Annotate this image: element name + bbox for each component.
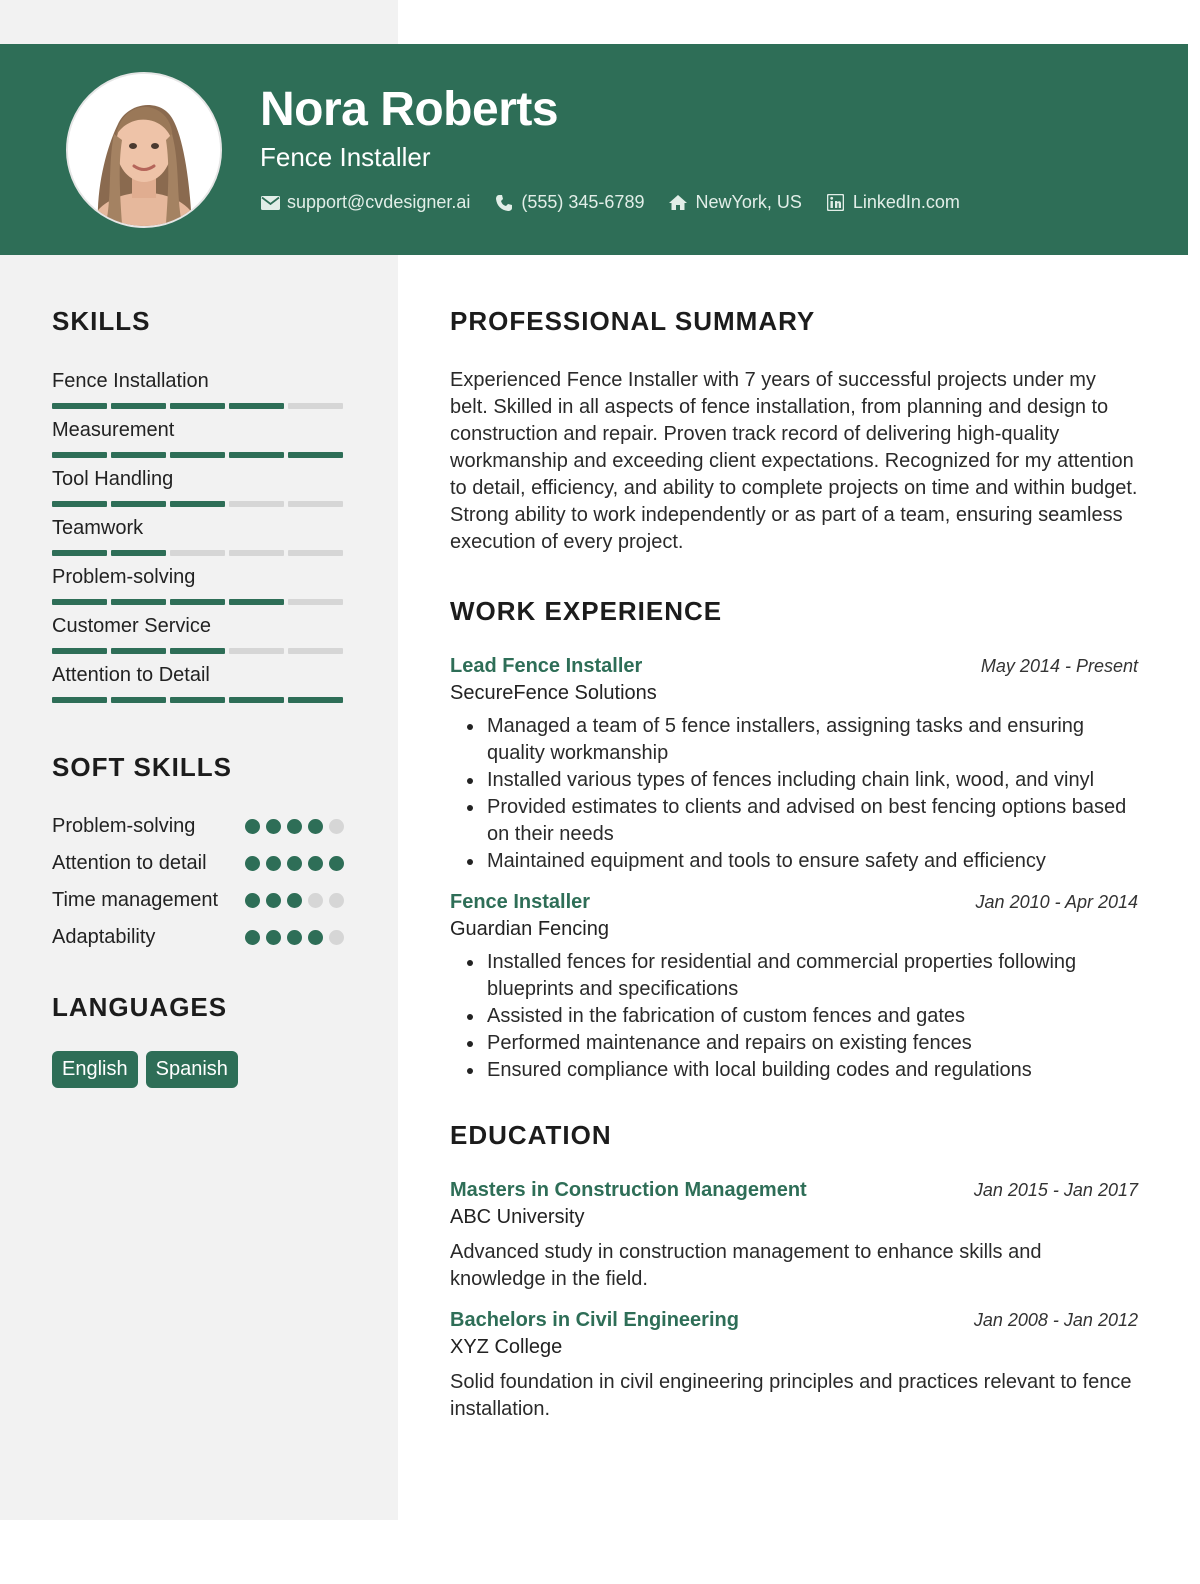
skill-item (52, 663, 344, 712)
skill-level-segment (229, 550, 284, 556)
skill-level-segment (111, 452, 166, 458)
rating-dot (308, 856, 323, 871)
job-entry (450, 655, 1138, 875)
soft-skills-list (52, 813, 344, 950)
skill-label: Teamwork (52, 517, 144, 539)
skill-level-segment (111, 501, 166, 507)
job-title: Lead Fence Installer (450, 655, 643, 677)
rating-dot (287, 819, 302, 834)
rating-dot (329, 930, 344, 945)
skill-level-segment (52, 697, 107, 703)
rating-dot (245, 893, 260, 908)
skills-list (52, 369, 344, 712)
skill-level-segment (52, 403, 107, 409)
education-degree: Bachelors in Civil Engineering (450, 1309, 739, 1331)
skill-level-segment (288, 648, 343, 654)
skill-level-segment (288, 501, 343, 507)
job-bullet: Assisted in the fabrication of custom fences and gates (487, 1003, 1138, 1030)
contact-list (260, 192, 984, 213)
education-dates: Jan 2015 - Jan 2017 (973, 1180, 1138, 1200)
skill-item (52, 516, 344, 565)
skill-item (52, 614, 344, 663)
education-description: Advanced study in construction management to enhance skills and knowledge in the field. (450, 1241, 1042, 1290)
education-school: XYZ College (450, 1336, 563, 1358)
rating-dot (266, 856, 281, 871)
soft-skill-rating (239, 930, 344, 945)
skill-level-bar (52, 648, 344, 654)
soft-skill-item (52, 850, 344, 876)
contact-phone[interactable] (494, 192, 644, 213)
skill-level-segment (229, 403, 284, 409)
skill-item (52, 467, 344, 516)
contact-email-text: support@cvdesigner.ai (287, 192, 471, 212)
rating-dot (287, 893, 302, 908)
languages-title: LANGUAGES (52, 992, 228, 1022)
skill-level-segment (52, 599, 107, 605)
education-school: ABC University (450, 1206, 585, 1228)
job-bullet: Maintained equipment and tools to ensure safety and efficiency (487, 848, 1138, 875)
skills-title: SKILLS (52, 306, 151, 336)
job-bullet: Provided estimates to clients and advised on best fencing options based on their needs (487, 794, 1138, 848)
rating-dot (329, 893, 344, 908)
skill-item (52, 565, 344, 614)
rating-dot (245, 930, 260, 945)
avatar (66, 72, 222, 228)
rating-dot (329, 819, 344, 834)
contact-phone-text: (555) 345-6789 (521, 192, 645, 212)
phone-icon (494, 194, 514, 212)
skill-level-segment (170, 403, 225, 409)
contact-email[interactable] (260, 192, 470, 213)
skill-level-bar (52, 501, 344, 507)
skill-level-segment (170, 452, 225, 458)
rating-dot (287, 930, 302, 945)
rating-dot (245, 856, 260, 871)
job-bullet: Installed fences for residential and commercial properties following blueprints and specifications (487, 949, 1138, 1003)
rating-dot (245, 819, 260, 834)
rating-dot (266, 893, 281, 908)
soft-skill-label: Time management (52, 889, 218, 911)
summary-text: Experienced Fence Installer with 7 years of successful projects under my belt. Skilled in all aspects of fence installation, from planning and design to construction and repair. Proven track record of delivering high-quality workmanship and exceeding client expectations. Recognized for my attention to detail, efficiency, and ability to complete projects on time and within budget. Strong ability to work independently or as part of a team, ensuring seamless execution of every project. (450, 369, 1138, 553)
sidebar (52, 306, 344, 1088)
skill-level-segment (288, 599, 343, 605)
rating-dot (266, 819, 281, 834)
rating-dot (308, 819, 323, 834)
contact-location (668, 192, 801, 213)
skill-level-segment (288, 403, 343, 409)
skill-level-segment (111, 648, 166, 654)
skill-item (52, 369, 344, 418)
home-icon (668, 194, 688, 212)
skill-level-segment (52, 452, 107, 458)
skill-level-segment (288, 452, 343, 458)
skill-level-segment (111, 599, 166, 605)
job-title: Fence Installer (450, 891, 591, 913)
job-dates: Jan 2010 - Apr 2014 (975, 892, 1138, 912)
soft-skill-label: Problem-solving (52, 815, 196, 837)
skill-level-segment (170, 648, 225, 654)
skill-label: Measurement (52, 419, 175, 441)
skill-level-segment (229, 648, 284, 654)
education-list (450, 1179, 1138, 1423)
skill-level-segment (170, 550, 225, 556)
skill-level-segment (288, 697, 343, 703)
skill-level-segment (170, 697, 225, 703)
rating-dot (266, 930, 281, 945)
skill-level-segment (170, 599, 225, 605)
candidate-name: Nora Roberts (260, 83, 559, 136)
education-dates: Jan 2008 - Jan 2012 (973, 1310, 1138, 1330)
skill-level-segment (229, 599, 284, 605)
soft-skill-item (52, 813, 344, 839)
rating-dot (308, 930, 323, 945)
rating-dot (329, 856, 344, 871)
main-content (450, 306, 1138, 1423)
job-dates: May 2014 - Present (980, 656, 1138, 676)
soft-skill-item (52, 924, 344, 950)
summary-title: PROFESSIONAL SUMMARY (450, 306, 816, 336)
skill-level-segment (288, 550, 343, 556)
skill-level-segment (170, 501, 225, 507)
skill-level-bar (52, 550, 344, 556)
skill-level-segment (52, 501, 107, 507)
rating-dot (308, 893, 323, 908)
soft-skills-title: SOFT SKILLS (52, 752, 232, 782)
job-bullet: Ensured compliance with local building codes and regulations (487, 1057, 1138, 1084)
resume-header (0, 44, 1188, 255)
skill-label: Fence Installation (52, 370, 209, 392)
skill-level-bar (52, 697, 344, 703)
rating-dot (287, 856, 302, 871)
soft-skill-label: Adaptability (52, 926, 156, 948)
skill-level-segment (111, 403, 166, 409)
job-header (450, 891, 1138, 914)
skill-label: Tool Handling (52, 468, 174, 490)
contact-linkedin-text: LinkedIn.com (852, 192, 960, 212)
soft-skill-label: Attention to detail (52, 852, 207, 874)
contact-linkedin[interactable] (826, 192, 960, 213)
language-badge: Spanish (146, 1051, 238, 1088)
skill-level-segment (229, 697, 284, 703)
skill-label: Attention to Detail (52, 664, 210, 686)
job-company: Guardian Fencing (450, 918, 609, 940)
education-title: EDUCATION (450, 1120, 612, 1150)
linkedin-icon (826, 194, 846, 212)
job-bullet: Managed a team of 5 fence installers, assigning tasks and ensuring quality workmanship (487, 713, 1138, 767)
job-header (450, 655, 1138, 678)
job-bullet: Installed various types of fences including chain link, wood, and vinyl (487, 767, 1138, 794)
education-header (450, 1309, 1138, 1332)
languages-list (52, 1051, 344, 1088)
language-badge: English (52, 1051, 138, 1088)
contact-location-text: NewYork, US (695, 192, 802, 212)
work-title: WORK EXPERIENCE (450, 596, 723, 626)
soft-skill-rating (239, 819, 344, 834)
skill-level-segment (111, 550, 166, 556)
job-company: SecureFence Solutions (450, 682, 657, 704)
soft-skill-item (52, 887, 344, 913)
work-list (450, 655, 1138, 1084)
education-degree: Masters in Construction Management (450, 1179, 807, 1201)
skill-level-segment (229, 501, 284, 507)
skill-level-segment (229, 452, 284, 458)
soft-skill-rating (239, 856, 344, 871)
education-entry (450, 1179, 1138, 1293)
job-entry (450, 891, 1138, 1084)
skill-level-bar (52, 403, 344, 409)
education-description: Solid foundation in civil engineering principles and practices relevant to fence installation. (450, 1371, 1132, 1420)
skill-level-bar (52, 452, 344, 458)
education-entry (450, 1309, 1138, 1423)
job-bullet: Performed maintenance and repairs on existing fences (487, 1030, 1138, 1057)
job-bullets (450, 949, 1138, 1084)
skill-level-segment (52, 648, 107, 654)
soft-skill-rating (239, 893, 344, 908)
skill-label: Customer Service (52, 615, 211, 637)
envelope-icon (260, 194, 280, 212)
skill-level-segment (52, 550, 107, 556)
skill-level-segment (111, 697, 166, 703)
portrait-icon (68, 74, 220, 226)
skill-label: Problem-solving (52, 566, 196, 588)
job-bullets (450, 713, 1138, 875)
candidate-role: Fence Installer (260, 142, 431, 172)
education-header (450, 1179, 1138, 1202)
skill-level-bar (52, 599, 344, 605)
skill-item (52, 418, 344, 467)
